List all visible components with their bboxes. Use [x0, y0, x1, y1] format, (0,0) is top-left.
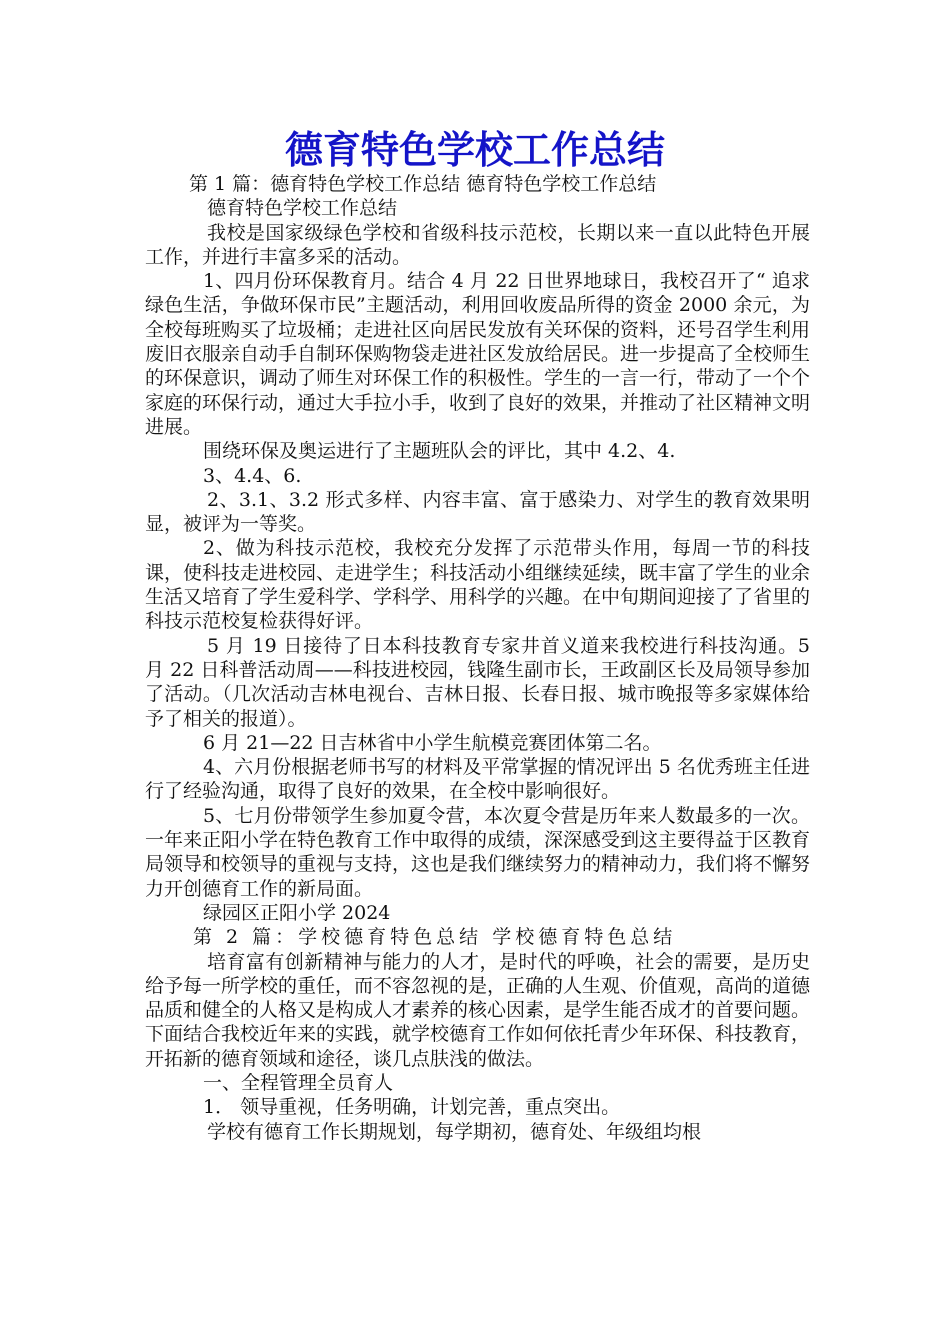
section-heading: 一、全程管理全员育人 — [203, 1071, 394, 1094]
paragraph: 5、七月份带领学生参加夏令营，本次夏令营是历年来人数最多的一次。 一年来正阳小学在特色教育工作中取得的成绩，深深感受到这主要得益于区教育局领导和校领导的重视与支持，这也是我们继续努力的精神动力，我们将不懈努力开创德育工作的新局面。 — [145, 804, 811, 900]
paragraph-article-1-heading: 第 1 篇：德育特色学校工作总结 德育特色学校工作总结 — [189, 173, 657, 195]
paragraph: 学校有德育工作长期规划，每学期初，德育处、年级组均根 — [207, 1120, 702, 1143]
document-body — [145, 172, 810, 1144]
paragraph: 1、四月份环保教育月。结合 4 月 22 日世界地球日，我校召开了“ 追求绿色生活，争做环保市民”主题活动，利用回收废品所得的资金 2000 余元，为全校每班购买了垃圾桶；走进社区向居民发放有关环保的资料，还号召学生利用废旧衣服亲自动手自制环保购物袋走进社区发放给居民。进一步提高了全校师生的环保意识，调动了师生对环保工作的积极性。学生的一言一行，带动了一个个家庭的环保行动，通过大手拉小手，收到了良好的效果，并推动了社区精神文明进展。 — [145, 270, 811, 438]
paragraph: 围绕环保及奥运进行了主题班队会的评比，其中 4.2、4. — [203, 440, 676, 463]
document-title: 德育特色学校工作总结 — [284, 128, 665, 172]
paragraph: 我校是国家级绿色学校和省级科技示范校，长期以来一直以此特色开展工作，并进行丰富多采的活动。 — [145, 221, 810, 268]
paragraph: 培育富有创新精神与能力的人才，是时代的呼唤，社会的需要，是历史给予每一所学校的重任，而不容忽视的是，正确的人生观、价值观，高尚的道德品质和健全的人格又是构成人才素养的核心因素，是学生能否成才的首要问题。下面结合我校近年来的实践，就学校德育工作如何依托青少年环保、科技教育，开拓新的德育领域和途径，谈几点肤浅的做法。 — [145, 950, 811, 1070]
paragraph: 4、六月份根据老师书写的材料及平常掌握的情况评出 5 名优秀班主任进行了经验沟通，取得了良好的效果，在全校中影响很好。 — [145, 756, 810, 803]
paragraph-subtitle: 德育特色学校工作总结 — [207, 197, 398, 220]
paragraph-article-2-heading: 第 2 篇：学校德育特色总结 学校德育特色总结 — [193, 926, 677, 949]
paragraph: 2、3.1、3.2 形式多样、内容丰富、富于感染力、对学生的教育效果明显，被评为一等奖。 — [145, 488, 810, 536]
paragraph: 6 月 21—22 日吉林省中小学生航模竞赛团体第二名。 — [203, 731, 662, 754]
subsection-heading: 1． 领导重视，任务明确，计划完善，重点突出。 — [203, 1096, 621, 1119]
paragraph: 5 月 19 日接待了日本科技教育专家井首义道来我校进行科技沟通。5 月 22 日科普活动周——科技进校园，钱隆生副市长，王政副区长及局领导参加了活动。（几次活动吉林电视台、吉林日报、长春日报、城市晚报等多家媒体给予了相关的报道）。 — [145, 634, 810, 730]
paragraph-signature: 绿园区正阳小学 2024 — [203, 901, 391, 924]
paragraph: 2、做为科技示范校，我校充分发挥了示范带头作用，每周一节的科技课，使科技走进校园、走进学生；科技活动小组继续延续，既丰富了学生的业余生活又培育了学生爱科学、学科学、用科学的兴趣。在中旬期间迎接了了省里的科技示范校复检获得好评。 — [145, 537, 811, 633]
paragraph: 3、4.4、6. — [203, 464, 302, 487]
